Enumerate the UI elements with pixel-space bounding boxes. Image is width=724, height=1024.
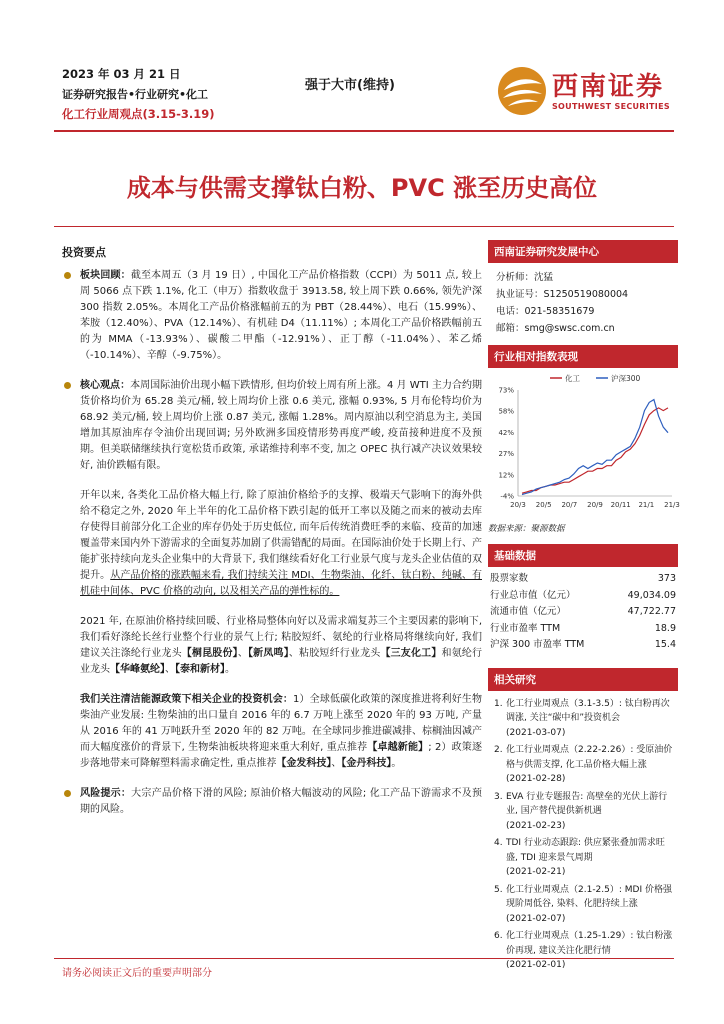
research-item[interactable] <box>494 743 674 787</box>
x-tick-label: 20/5 <box>535 501 552 509</box>
research-item-number: 3. <box>494 791 503 802</box>
basic-data-table <box>488 571 678 654</box>
paragraph-text: 开年以来, 各类化工品价格大幅上行, 除了原油价格给予的支撑、极端天气影响下的海外供给不稳定之外, 2020 年上半年的化工品价格下跌引起的低开工率以及随之而来的被动去库存使得目前部分化工企业的库存仍处于历史低位, 而年后传统消费旺季的来临、疫苗的加速覆盖带来国内外下游需求的全面复苏加剧了供需错配的局面。在国际油价处于长期上行、产能扩张持续向龙头企业集中的大背景下, 我们继续看好化工行业景气度与龙头企业估值的双提升。 <box>80 490 482 581</box>
stock-tag: 【金丹科技】 <box>341 758 392 769</box>
paragraph-clean-energy: 我们关注清洁能源政策下相关企业的投资机会：1）全球低碳化政策的深度推进将利好生物柴油产业发展: 生物柴油的出口量自 2016 年的 6.7 万吨上涨至 2020 年的 93 万吨, 产量从 2016 年的 41 万吨跃升至 2020 年的 82 万吨。在全球同步推进碳减排、棕榈油因减产而大幅度涨价的背景下, 生物柴油板块将迎来重大利好, 重点推荐【卓越新能】; 2）政策逐步落地带来可降解塑料需求确定性, 重点推荐【金发科技】、【金丹科技】。 <box>80 694 483 769</box>
right-column <box>488 240 678 976</box>
basic-data-row <box>488 621 678 638</box>
x-tick-label: 21/1 <box>638 501 655 509</box>
stock-tag: 【卓越新能】 <box>367 742 429 753</box>
related-research-list <box>488 691 678 973</box>
report-date: 2023 年 03 月 21 日 <box>62 67 181 81</box>
basic-data-value: 15.4 <box>654 639 676 650</box>
related-research-bar: 相关研究 <box>488 668 678 691</box>
relative-index-chart <box>488 368 678 518</box>
phone: 电话：021-58351679 <box>496 306 595 317</box>
paragraph-outlook <box>62 488 482 600</box>
research-item-number: 5. <box>494 884 503 895</box>
research-item-number: 6. <box>494 931 503 941</box>
x-tick-label: 20/9 <box>587 501 603 509</box>
research-item-number: 4. <box>494 838 503 848</box>
series-line <box>522 408 668 493</box>
y-tick-label: 58% <box>498 407 514 416</box>
paragraph-text: 1）全球低碳化政策的深度推进将利好生物柴油产业发展: 生物柴油的出口量自 2016 年的 6.7 万吨上涨至 2020 年的 93 万吨, 产量从 2016 年的 41 万吨跃升至 2020 年的 82 万吨。在全球同步推进碳减排、棕榈油因减产而大幅度涨价的背景下, 生物柴油板块将迎来重大利好, 重点推荐 <box>80 694 482 753</box>
email[interactable]: 邮箱：smg@swsc.com.cn <box>496 323 615 334</box>
chart-source: 数据来源：聚源数据 <box>488 524 565 534</box>
research-item-number: 2. <box>494 745 503 755</box>
research-item-date: (2021-02-23) <box>506 820 566 831</box>
basic-data-row <box>488 637 678 654</box>
bullet-text: 截至本周五（3 月 19 日）, 中国化工产品价格指数（CCPI）为 5011 点, 较上周 5066 点下跌 1.1%, 化工（申万）指数收盘于 3913.58, 较上周下跌 0.66%, 领先沪深 300 指数 2.05%。本周化工产品价格涨幅前五的为 PBT（28.44%）、电石（15.99%）、苯胺（12.40%）、PVA（12.14%）、有机硅 D4（11.11%）; 本周化工产品价格跌幅前五的为 MMA（-13.93%）、碳酸二甲酯（-12.91%）、正丁醇（-11.04%）、苯乙烯（-10.14%）、辛醇（-9.75%）。 <box>80 270 483 361</box>
basic-data-key: 股票家数 <box>490 573 529 584</box>
research-item-date: (2021-02-01) <box>506 960 566 970</box>
logo-text-cn: 西南证券 <box>552 72 665 102</box>
research-item[interactable] <box>494 883 674 927</box>
rating: 强于大市(维持) <box>305 78 395 93</box>
logo-text-en: SOUTHWEST SECURITIES <box>552 102 670 111</box>
legend-label: 沪深300 <box>611 374 641 383</box>
bullet-dot-icon <box>64 272 71 279</box>
x-tick-label: 20/11 <box>610 501 631 509</box>
basic-data-key: 流通市值（亿元） <box>490 606 567 617</box>
chart-title-bar: 行业相对指数表现 <box>488 345 678 368</box>
basic-data-value: 49,034.09 <box>627 589 676 601</box>
left-column <box>62 244 482 832</box>
stock-tag: 【桐昆股份】 <box>181 648 238 659</box>
y-tick-label: 27% <box>498 450 514 459</box>
research-item[interactable] <box>494 697 674 741</box>
company-logo <box>496 64 676 118</box>
bullet-risk <box>62 786 482 818</box>
research-item-date: (2021-02-21) <box>506 867 566 877</box>
license-number: 执业证号：S1250519080004 <box>496 289 629 300</box>
stock-tag: 【金发科技】 <box>276 758 332 769</box>
legend-label: 化工 <box>565 374 580 383</box>
basic-data-value: 18.9 <box>654 622 676 634</box>
research-item[interactable] <box>494 836 674 880</box>
title-divider <box>54 226 674 227</box>
page-title: 成本与供需支撑钛白粉、PVC 涨至历史高位 <box>126 174 598 202</box>
basic-data-row <box>488 604 678 621</box>
series-line <box>522 400 668 495</box>
paragraph-label: 我们关注清洁能源政策下相关企业的投资机会： <box>80 694 294 705</box>
header-divider <box>54 130 674 132</box>
research-item-date: (2021-02-28) <box>506 774 566 784</box>
bullet-dot-icon <box>64 382 71 389</box>
research-item[interactable] <box>494 929 674 973</box>
research-item-title: 化工行业周观点（2.22-2.26）: 受原油价格与供需支撑, 化工品价格大幅上涨 <box>506 745 673 770</box>
y-tick-label: 73% <box>498 386 514 395</box>
research-center-bar: 西南证券研究发展中心 <box>488 240 678 263</box>
basic-data-key: 行业总市值（亿元） <box>490 589 576 601</box>
footer-disclaimer[interactable]: 请务必阅读正文后的重要声明部分 <box>62 968 212 979</box>
basic-data-bar: 基础数据 <box>488 544 678 567</box>
basic-data-value: 373 <box>657 573 676 584</box>
paragraph-text: 、粘胶短纤行业龙头 <box>288 648 381 659</box>
bullet-label: 核心观点： <box>80 380 131 391</box>
paragraph-text: ; 2）政策逐步落地带来可降解塑料需求确定性, 重点推荐 <box>80 742 483 769</box>
stock-tag: 【新凤鸣】 <box>248 648 289 659</box>
logo-emblem-icon <box>496 64 548 118</box>
y-tick-label: 42% <box>498 428 514 437</box>
research-item-title: 化工行业周观点（1.25-1.29）: 钛白粉涨价再现, 建议关注化肥行情 <box>506 931 673 956</box>
research-item-date: (2021-02-07) <box>506 913 566 924</box>
y-tick-label: 12% <box>498 471 514 480</box>
stock-tag: 【三友化工】 <box>380 648 442 659</box>
bullet-review <box>62 268 482 364</box>
paragraph-text: 和氨纶行业龙头 <box>80 648 483 675</box>
x-tick-label: 21/3 <box>664 501 680 509</box>
x-tick-label: 20/3 <box>510 501 526 509</box>
y-tick-label: -4% <box>500 492 514 501</box>
research-item-title: 化工行业周观点（2.1-2.5）: MDI 价格强现阶周低谷, 染料、化肥持续上涨 <box>506 884 672 909</box>
bullet-text: 大宗产品价格下滑的风险; 原油价格大幅波动的风险; 化工产品下游需求不及预期的风险。 <box>80 788 482 815</box>
research-item-number: 1. <box>494 698 503 709</box>
report-type: 证券研究报告•行业研究•化工 <box>62 88 209 101</box>
research-item-date: (2021-03-07) <box>506 727 566 738</box>
stock-tag: 【华峰氨纶】 <box>110 664 165 675</box>
paragraph-2021: 2021 年, 在原油价格持续回暖、行业格局整体向好以及需求端复苏三个主要因素的影响下, 我们看好涤纶长丝行业整个行业的景气上行; 粘胶短纤、氨纶的行业格局将继续向好, 我们建议关注涤纶行业龙头【桐昆股份】、【新凤鸣】、粘胶短纤行业龙头【三友化工】和氨纶行业龙头【华峰氨纶】、【泰和新材】。 <box>80 616 483 675</box>
bullet-label: 板块回顾： <box>80 270 131 281</box>
basic-data-key: 沪深 300 市盈率 TTM <box>490 639 585 650</box>
basic-data-value: 47,722.77 <box>627 606 676 617</box>
analyst-name: 分析师：沈猛 <box>496 272 554 283</box>
basic-data-key: 行业市盈率 TTM <box>490 622 561 634</box>
research-item-title: EVA 行业专题报告: 高壁垒的光伏上游行业, 国产替代提供新机遇 <box>506 791 668 816</box>
bullet-label: 风险提示： <box>80 788 132 799</box>
paragraph-text: 2021 年, 在原油价格持续回暖、行业格局整体向好以及需求端复苏三个主要因素的影响下, 我们看好涤纶长丝行业整个行业的景气上行; 粘胶短纤、氨纶的行业格局将继续向好, 我们建议关注涤纶行业龙头 <box>80 616 482 659</box>
bullet-dot-icon <box>64 790 71 797</box>
basic-data-row <box>488 571 678 588</box>
research-item-title: TDI 行业动态跟踪: 供应紧张叠加需求旺盛, TDI 迎来景气周期 <box>506 838 665 863</box>
underlined-text: 从产品价格的涨跌幅来看, 我们持续关注 MDI、生物柴油、化纤、钛白粉、纯碱、有机硅中间体、PVC 价格的动向, 以及相关产品的弹性标的。 <box>80 570 482 597</box>
x-tick-label: 20/7 <box>561 501 578 509</box>
footer-divider <box>54 958 674 959</box>
research-item[interactable] <box>494 790 674 834</box>
section-heading: 投资要点 <box>62 246 106 259</box>
research-item-title: 化工行业周观点（3.1-3.5）: 钛白粉再次调涨, 关注“碳中和”投资机会 <box>506 698 670 723</box>
basic-data-row <box>488 588 678 605</box>
bullet-text: 本周国际油价出现小幅下跌情形, 但均价较上周有所上涨。4 月 WTI 主力合约期货价格均价为 65.28 美元/桶, 较上周均价上涨 0.6 美元, 涨幅 0.93%, 5 月布伦特均价为 68.92 美元/桶, 较上周均价上涨 0.87 美元, 涨幅 1.28%。周内原油以利空消息为主, 美国增加其原油库存令油价出现回调; 另外欧洲多国疫情形势再度严峻, 疫苗接种进度不及预期。但美联储继续执行宽松货币政策, 承诺维持利率不变, 加之 OPEC 执行减产决议效果较好, 油价跌幅有限。 <box>80 380 483 471</box>
bullet-core-view <box>62 378 482 474</box>
stock-tag: 【泰和新材】 <box>175 664 225 675</box>
weekly-title: 化工行业周观点(3.15-3.19) <box>62 107 215 121</box>
